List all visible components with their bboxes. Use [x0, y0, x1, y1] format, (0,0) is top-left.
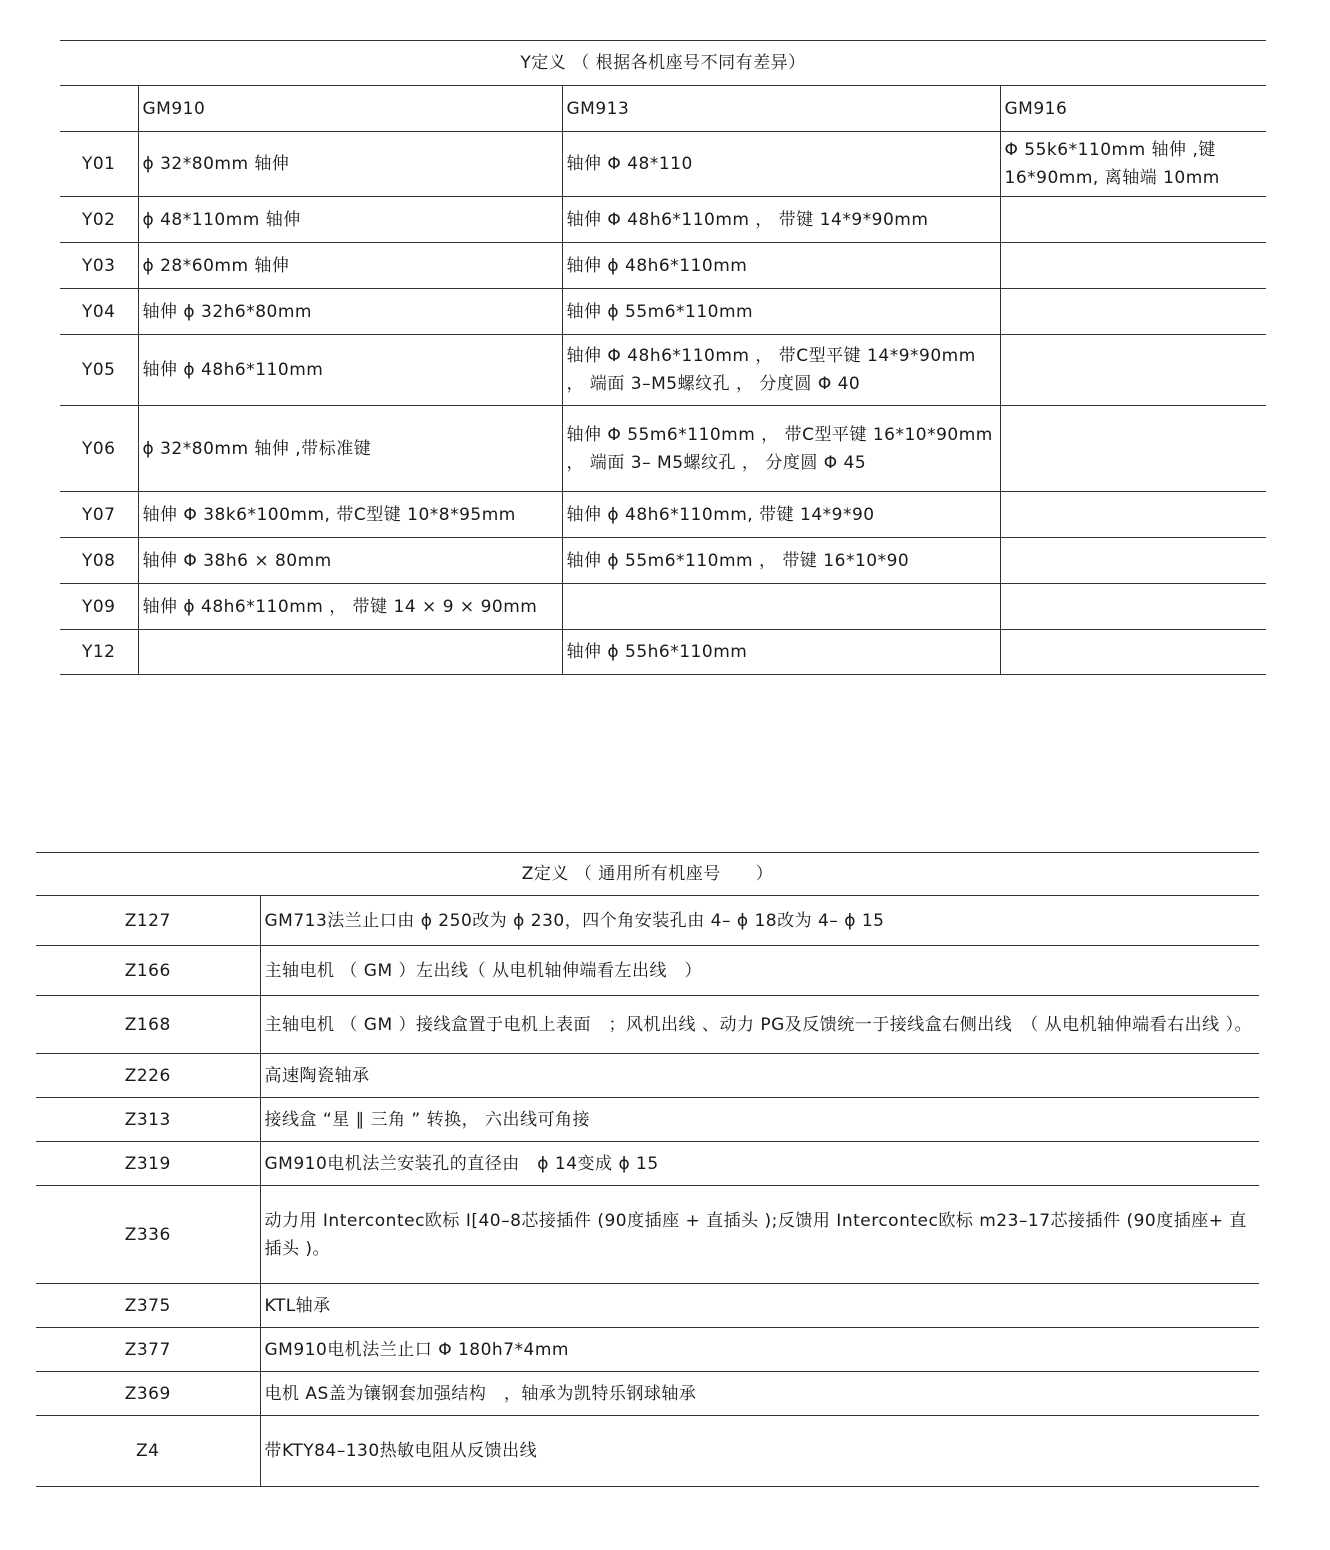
- y-header-gm916: GM916: [1000, 86, 1266, 132]
- table-row: [60, 197, 1266, 243]
- row-description: KTL轴承: [260, 1284, 1259, 1328]
- row-description: 动力用 Intercontec欧标 I[40–8芯接插件 (90度插座 + 直插头 );反馈用 Intercontec欧标 m23–17芯接插件 (90度插座+ 直插头 )。: [260, 1186, 1259, 1284]
- table-row: [36, 1372, 1259, 1416]
- y-table-title: Y定义 （ 根据各机座号不同有差异）: [60, 41, 1266, 86]
- cell-gm910: [138, 630, 562, 675]
- table-row: [36, 1328, 1259, 1372]
- table-row: [60, 584, 1266, 630]
- cell-gm910: 轴伸 Φ 38h6 × 80mm: [138, 538, 562, 584]
- row-key: Y02: [60, 197, 138, 243]
- cell-gm910: ϕ 32*80mm 轴伸 ,带标准键: [138, 406, 562, 492]
- table-row: [36, 896, 1259, 946]
- table-row: [36, 1054, 1259, 1098]
- z-table-title: Z定义 （ 通用所有机座号 ）: [36, 853, 1259, 896]
- table-row: [60, 406, 1266, 492]
- cell-gm910: ϕ 32*80mm 轴伸: [138, 132, 562, 197]
- table-row: [36, 1416, 1259, 1487]
- cell-gm910: ϕ 28*60mm 轴伸: [138, 243, 562, 289]
- table-row: [36, 996, 1259, 1054]
- row-description: 主轴电机 （ GM ）接线盒置于电机上表面 ；风机出线 、动力 PG及反馈统一于接线盒右侧出线 （ 从电机轴伸端看右出线 ）。: [260, 996, 1259, 1054]
- row-key: Z377: [36, 1328, 260, 1372]
- row-key: Y06: [60, 406, 138, 492]
- cell-gm913: 轴伸 Φ 55m6*110mm ， 带C型平键 16*10*90mm ， 端面 3– M5螺纹孔 ， 分度圆 Φ 45: [562, 406, 1000, 492]
- row-description: 带KTY84–130热敏电阻从反馈出线: [260, 1416, 1259, 1487]
- row-key: Z4: [36, 1416, 260, 1487]
- cell-gm913: 轴伸 ϕ 55m6*110mm: [562, 289, 1000, 335]
- row-key: Z336: [36, 1186, 260, 1284]
- row-description: GM910电机法兰安装孔的直径由 ϕ 14变成 ϕ 15: [260, 1142, 1259, 1186]
- row-description: 接线盒 “星 ∥ 三角 ” 转换， 六出线可角接: [260, 1098, 1259, 1142]
- row-key: Z127: [36, 896, 260, 946]
- table-row: [60, 289, 1266, 335]
- cell-gm916: [1000, 538, 1266, 584]
- cell-gm916: [1000, 630, 1266, 675]
- z-table-title-row: [36, 853, 1259, 896]
- y-table-header-row: [60, 86, 1266, 132]
- row-key: Z168: [36, 996, 260, 1054]
- cell-gm916: [1000, 289, 1266, 335]
- table-row: [60, 132, 1266, 197]
- y-header-gm910: GM910: [138, 86, 562, 132]
- row-key: Z166: [36, 946, 260, 996]
- cell-gm913: 轴伸 ϕ 55m6*110mm ， 带键 16*10*90: [562, 538, 1000, 584]
- row-key: Z226: [36, 1054, 260, 1098]
- cell-gm910: 轴伸 Φ 38k6*100mm, 带C型键 10*8*95mm: [138, 492, 562, 538]
- z-definition-table: [36, 852, 1259, 1487]
- y-definition-table: [60, 40, 1266, 675]
- row-key: Y09: [60, 584, 138, 630]
- row-key: Y03: [60, 243, 138, 289]
- table-row: [60, 335, 1266, 406]
- table-row: [36, 1284, 1259, 1328]
- cell-gm913: [562, 584, 1000, 630]
- cell-gm910: 轴伸 ϕ 48h6*110mm: [138, 335, 562, 406]
- cell-gm913: 轴伸 ϕ 48h6*110mm: [562, 243, 1000, 289]
- cell-gm916: [1000, 492, 1266, 538]
- row-key: Y04: [60, 289, 138, 335]
- row-key: Z369: [36, 1372, 260, 1416]
- cell-gm916: [1000, 406, 1266, 492]
- cell-gm910: 轴伸 ϕ 48h6*110mm ， 带键 14 × 9 × 90mm: [138, 584, 562, 630]
- y-header-blank: [60, 86, 138, 132]
- cell-gm913: 轴伸 ϕ 48h6*110mm, 带键 14*9*90: [562, 492, 1000, 538]
- cell-gm913: 轴伸 Φ 48h6*110mm ， 带键 14*9*90mm: [562, 197, 1000, 243]
- row-key: Y07: [60, 492, 138, 538]
- table-row: [36, 1098, 1259, 1142]
- cell-gm913: 轴伸 ϕ 55h6*110mm: [562, 630, 1000, 675]
- table-row: [36, 946, 1259, 996]
- y-table-title-row: [60, 41, 1266, 86]
- row-key: Y05: [60, 335, 138, 406]
- table-row: [60, 492, 1266, 538]
- table-row: [36, 1142, 1259, 1186]
- cell-gm916: [1000, 335, 1266, 406]
- row-description: 主轴电机 （ GM ）左出线（ 从电机轴伸端看左出线 ）: [260, 946, 1259, 996]
- row-key: Y12: [60, 630, 138, 675]
- cell-gm916: Φ 55k6*110mm 轴伸 ,键 16*90mm, 离轴端 10mm: [1000, 132, 1266, 197]
- row-key: Z313: [36, 1098, 260, 1142]
- row-description: GM910电机法兰止口 Φ 180h7*4mm: [260, 1328, 1259, 1372]
- cell-gm910: ϕ 48*110mm 轴伸: [138, 197, 562, 243]
- cell-gm910: 轴伸 ϕ 32h6*80mm: [138, 289, 562, 335]
- table-row: [36, 1186, 1259, 1284]
- cell-gm913: 轴伸 Φ 48h6*110mm ， 带C型平键 14*9*90mm ， 端面 3–M5螺纹孔 ， 分度圆 Φ 40: [562, 335, 1000, 406]
- row-key: Y01: [60, 132, 138, 197]
- row-key: Y08: [60, 538, 138, 584]
- row-key: Z375: [36, 1284, 260, 1328]
- cell-gm916: [1000, 584, 1266, 630]
- row-key: Z319: [36, 1142, 260, 1186]
- table-row: [60, 243, 1266, 289]
- cell-gm916: [1000, 197, 1266, 243]
- table-row: [60, 630, 1266, 675]
- row-description: 电机 AS盖为镶钢套加强结构 ，轴承为凯特乐钢球轴承: [260, 1372, 1259, 1416]
- table-row: [60, 538, 1266, 584]
- y-header-gm913: GM913: [562, 86, 1000, 132]
- cell-gm916: [1000, 243, 1266, 289]
- row-description: GM713法兰止口由 ϕ 250改为 ϕ 230，四个角安装孔由 4– ϕ 18改为 4– ϕ 15: [260, 896, 1259, 946]
- cell-gm913: 轴伸 Φ 48*110: [562, 132, 1000, 197]
- row-description: 高速陶瓷轴承: [260, 1054, 1259, 1098]
